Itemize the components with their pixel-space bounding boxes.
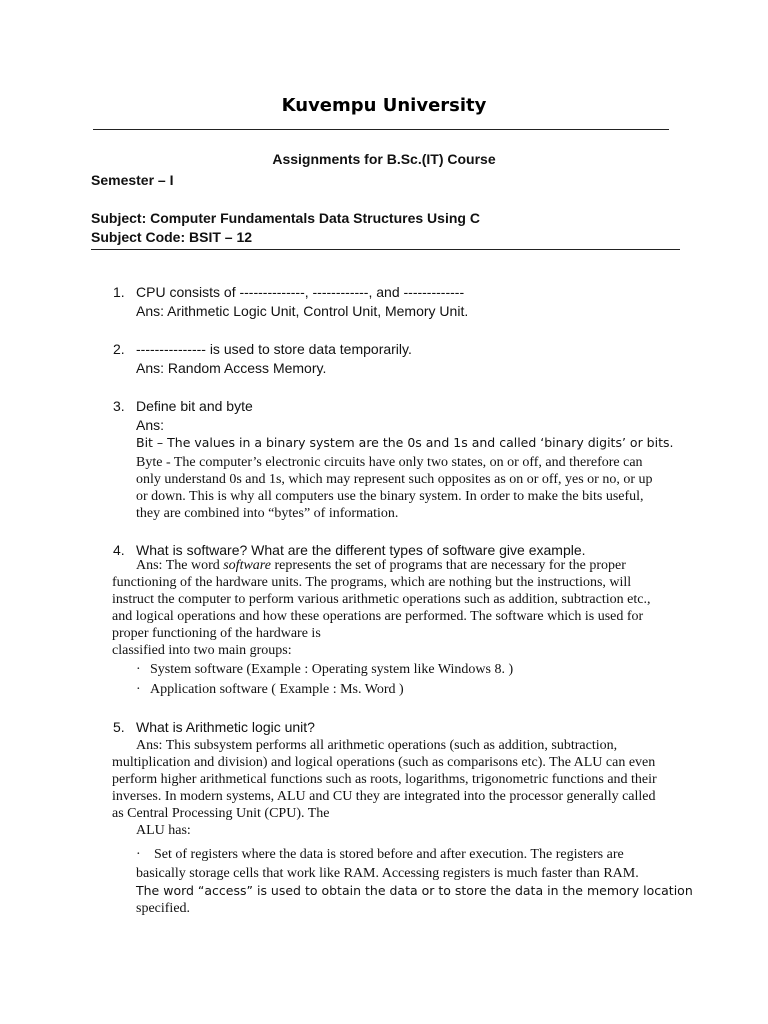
header-divider [91, 249, 680, 250]
question-number: 1. [113, 284, 125, 300]
subject-label: Subject: Computer Fundamentals Data Structures Using C [91, 210, 480, 226]
answer-prefix: Ans: The word [136, 558, 224, 573]
question-text: What is Arithmetic logic unit? [136, 719, 315, 735]
question-number: 3. [113, 398, 125, 414]
question-text: What is software? What are the different types of software give example. [136, 542, 586, 558]
answer-text: Ans: Random Access Memory. [136, 360, 327, 376]
answer-line: as Central Processing Unit (CPU). The [112, 806, 330, 821]
semester-label: Semester – I [91, 172, 174, 188]
bullet-icon: · [136, 847, 141, 862]
question-number: 2. [113, 341, 125, 357]
question-number: 4. [113, 542, 125, 558]
university-title: Kuvempu University [281, 95, 487, 116]
answer-line: proper functioning of the hardware is [112, 626, 321, 641]
list-item [136, 681, 404, 699]
list-item-text: System software (Example : Operating system like Windows 8. ) [150, 662, 514, 677]
list-item-continuation: The word “access” is used to obtain the data or to store the data in the memory location [136, 883, 693, 898]
answer-line: and logical operations and how these operations are performed. The software which is used for [112, 609, 644, 624]
list-item-continuation: specified. [136, 901, 191, 916]
list-item-continuation: basically storage cells that work like RAM. Accessing registers is much faster than RAM. [136, 866, 639, 881]
question-text: CPU consists of --------------, ------------, and ------------- [136, 284, 465, 300]
list-item [136, 661, 513, 679]
byte-definition-line: Byte - The computer’s electronic circuits have only two states, on or off, and therefore can [136, 455, 643, 470]
answer-line: inverses. In modern systems, ALU and CU they are integrated into the processor generally called [112, 789, 656, 804]
list-item-text: Application software ( Example : Ms. Word ) [150, 682, 404, 697]
title-divider [93, 129, 669, 130]
answer-line: Ans: This subsystem performs all arithmetic operations (such as addition, subtraction, [136, 738, 618, 753]
emphasized-word: software [223, 558, 271, 573]
bit-definition: Bit – The values in a binary system are the 0s and 1s and called ‘binary digits’ or bits. [136, 435, 674, 450]
assignment-heading: Assignments for B.Sc.(IT) Course [272, 151, 496, 167]
question-text: --------------- is used to store data temporarily. [136, 341, 412, 357]
answer-rest: represents the set of programs that are necessary for the proper [270, 558, 626, 573]
answer-line: perform higher arithmetical functions such as roots, logarithms, trigonometric functions and their [112, 772, 657, 787]
byte-definition-line: they are combined into “bytes” of information. [136, 506, 399, 521]
byte-definition-line: or down. This is why all computers use the binary system. In order to make the bits useful, [136, 489, 644, 504]
bullet-icon: · [136, 662, 141, 677]
answer-line: classified into two main groups: [112, 643, 292, 658]
answer-line: instruct the computer to perform various arithmetic operations such as addition, subtraction etc., [112, 592, 651, 607]
subject-code-label: Subject Code: BSIT – 12 [91, 229, 253, 245]
answer-line: multiplication and division) and logical operations (such as comparisons etc). The ALU can even [112, 755, 656, 770]
answer-first-line [136, 557, 626, 575]
byte-definition-line: only understand 0s and 1s, which may represent such opposites as on or off, yes or no, or up [136, 472, 653, 487]
list-item-text: Set of registers where the data is stored before and after execution. The registers are [154, 847, 624, 862]
question-text: Define bit and byte [136, 398, 253, 414]
answer-label: Ans: [136, 417, 165, 433]
answer-line: functioning of the hardware units. The programs, which are nothing but the instructions, will [112, 575, 632, 590]
question-number: 5. [113, 719, 125, 735]
list-item [136, 846, 624, 864]
answer-text: Ans: Arithmetic Logic Unit, Control Unit, Memory Unit. [136, 303, 469, 319]
alu-has-label: ALU has: [136, 823, 191, 838]
bullet-icon: · [136, 682, 141, 697]
